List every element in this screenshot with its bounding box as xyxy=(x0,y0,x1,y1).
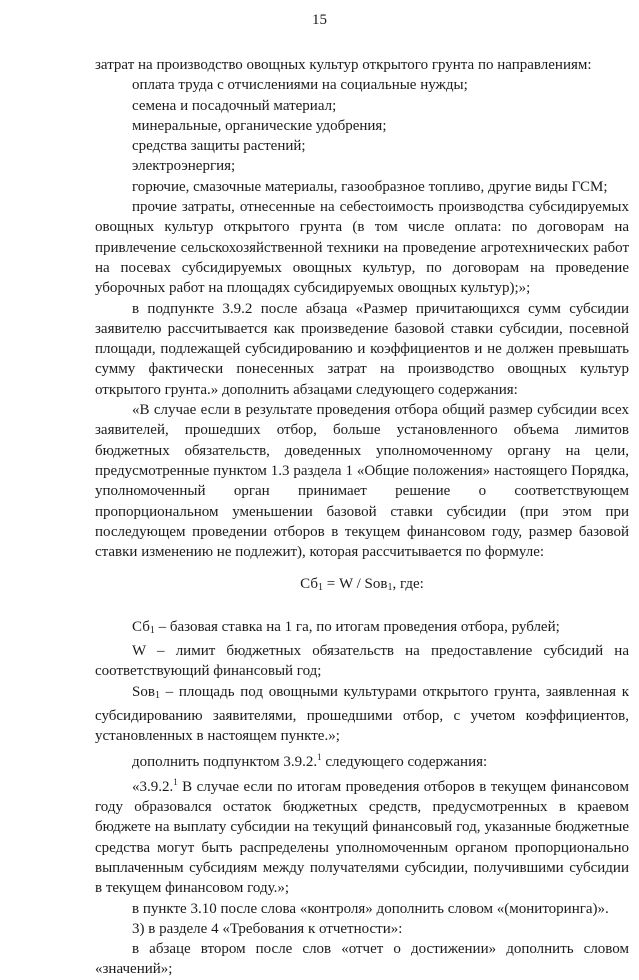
formula-part: , где: xyxy=(392,576,424,593)
definition-symbol: Sов xyxy=(132,683,155,700)
definition xyxy=(95,617,629,641)
list-item: минеральные, органические удобрения; xyxy=(132,117,387,134)
paragraph: в подпункте 3.9.2 после абзаца «Размер причитающихся сумм субсидии заявителю рассчитывается как произведение базовой ставки субсидии, посевной площади, подлежащей субсидированию и коэффициентов и не должен превышать сумму фактически понесенных затрат на производство овощных культур открытого грунта.» дополнить абзацами следующего содержания: xyxy=(95,300,629,398)
paragraph: прочие затраты, отнесенные на себестоимость производства субсидируемых овощных культур открытого грунта (в том числе оплата: по договорам на привлечение сельскохозяйственной техники на проведение агротехнических работ на посевах субсидируемых овощных культур, по договорам на проведение уборочных работ на площадях субсидируемых овощных культур);»; xyxy=(95,199,629,297)
formula-subscript: 1 xyxy=(318,582,323,594)
definition xyxy=(95,682,629,747)
paragraph: «3.9.2.$^1$ В случае если по итогам проведения отборов в текущем финансовом году образовался остаток бюджетных средств, предусмотренных в краевом бюджете на выплату субсидии на текущий финансовый год, указанные бюджетные средства могут быть распределены уполномоченным органом пропорционально выплаченным субсидиям между получателями субсидии, получившими субсидии в текущем финансовом году.»; xyxy=(95,776,629,897)
list-item: электроэнергия; xyxy=(132,158,236,175)
definition-subscript: 1 xyxy=(154,689,160,701)
formula-part: Сб xyxy=(300,576,318,593)
page-number: 15 xyxy=(312,12,327,28)
formula-part: = W / Sов xyxy=(323,576,388,593)
paragraph: 3) в разделе 4 «Требования к отчетности»: xyxy=(132,920,403,937)
definition: W – лимит бюджетных обязательств на предоставление субсидий на соответствующий финансовый год; xyxy=(95,643,629,680)
list-item: средства защиты растений; xyxy=(132,138,306,155)
list-item: оплата труда с отчислениями на социальные нужды; xyxy=(132,77,468,94)
definition-text: – базовая ставка на 1 га, по итогам проведения отбора, рублей; xyxy=(154,618,560,635)
superscript: 1 xyxy=(317,751,322,762)
definition-subscript: 1 xyxy=(149,624,155,636)
definition-symbol: Сб xyxy=(132,618,150,635)
formula xyxy=(95,574,629,598)
formula-subscript: 1 xyxy=(387,582,393,594)
list-item: семена и посадочный материал; xyxy=(132,97,337,114)
paragraph: дополнить подпунктом 3.9.2.$^1$ следующего содержания: xyxy=(132,751,488,770)
document-body xyxy=(95,55,629,980)
paragraph: затрат на производство овощных культур открытого грунта по направлениям: xyxy=(95,57,592,73)
paragraph: «В случае если в результате проведения отбора общий размер субсидии всех заявителей, прошедших отбор, больше установленного объема лимитов бюджетных обязательств, доведенных уполномоченному органу на цели, предусмотренные пунктом 1.3 раздела 1 «Общие положения» настоящего Порядка, уполномоченный орган принимает решение о соответствующем пропорциональном уменьшении базовой ставки субсидии (при этом при последующем проведении отборов в текущем финансовом году, размер базовой ставки изменению не подлежит), которая рассчитывается по формуле: xyxy=(95,402,629,561)
paragraph: в пункте 3.10 после слова «контроля» дополнить словом «(мониторинга)». xyxy=(132,900,609,917)
list-item: горючие, смазочные материалы, газообразное топливо, другие виды ГСМ; xyxy=(132,178,608,195)
superscript: 1 xyxy=(173,776,178,787)
definition-text: – площадь под овощными культурами открытого грунта, заявленная к субсидированию заявителями, прошедшими отбор, с учетом коэффициентов, установленных в настоящем пункте.»; xyxy=(95,683,629,745)
paragraph: в абзаце втором после слов «отчет о достижении» дополнить словом «значений»; xyxy=(95,941,629,978)
